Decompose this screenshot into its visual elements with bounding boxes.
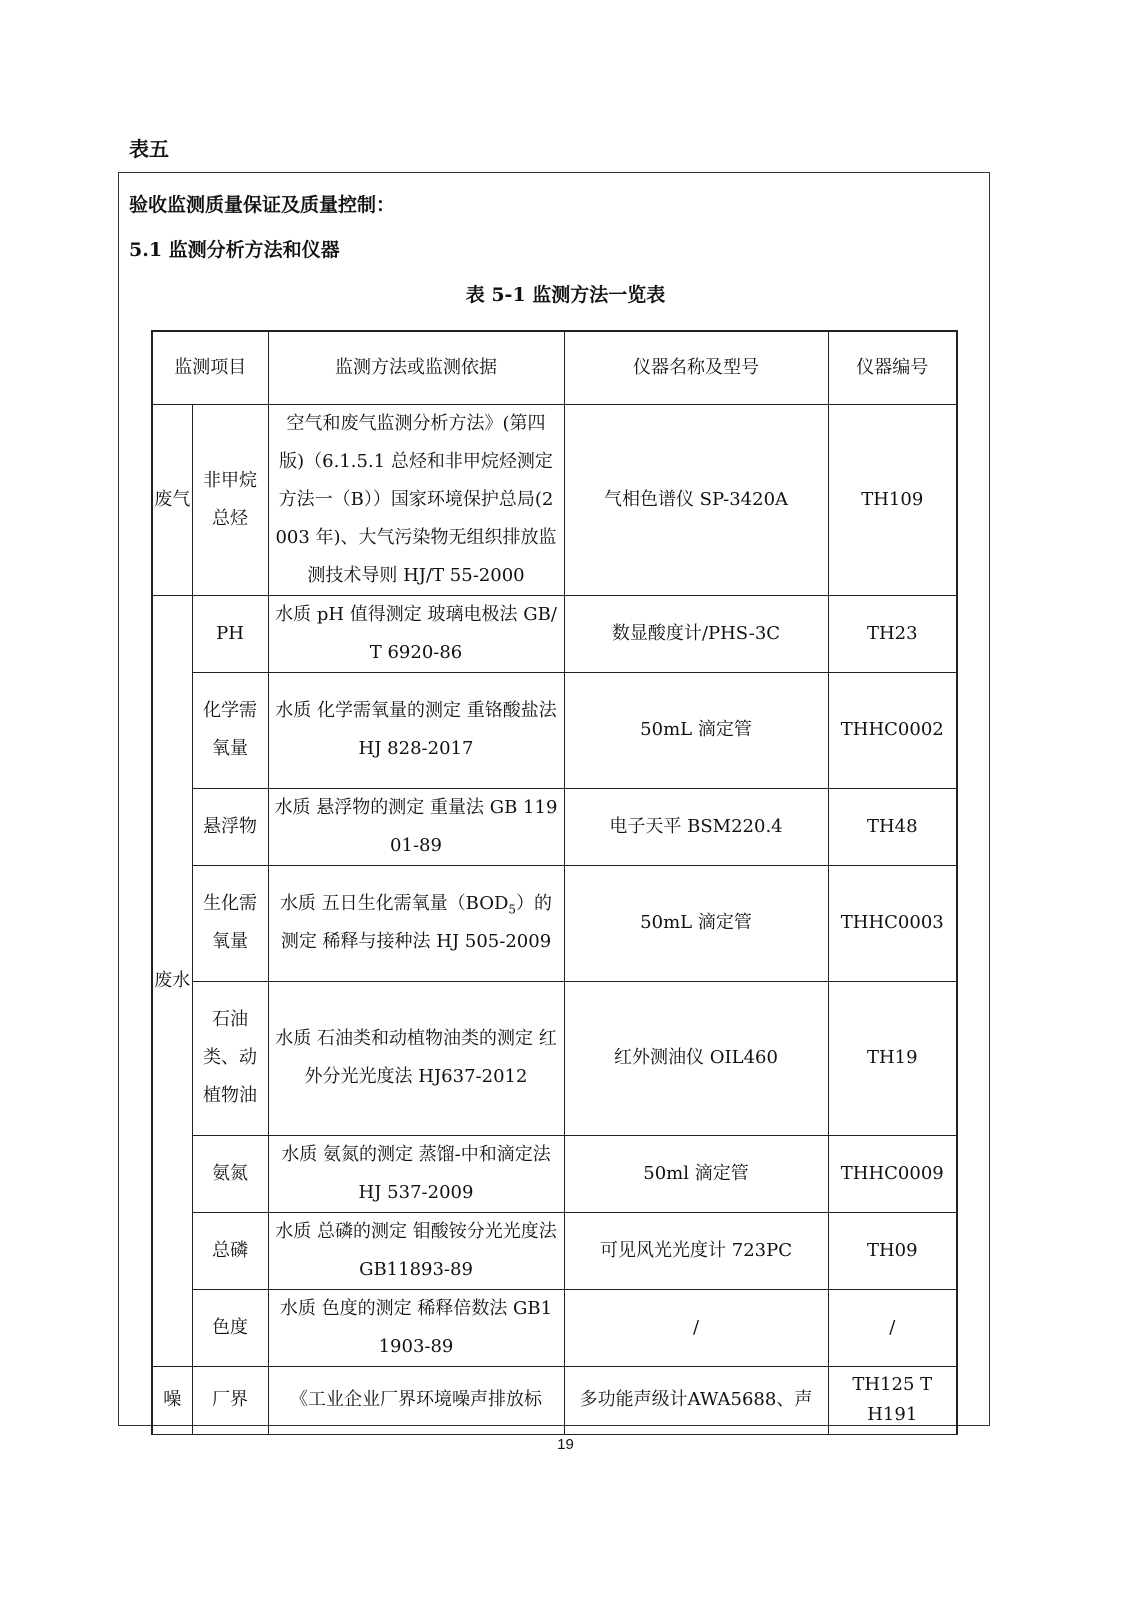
table-row (152, 595, 957, 672)
subsection-heading: 5.1 监测分析方法和仪器 (129, 239, 340, 261)
row-item: 非甲烷总烃 (192, 404, 268, 595)
row-instrument: 电子天平 BSM220.4 (564, 788, 828, 865)
row-item: 色度 (192, 1289, 268, 1366)
row-instrument: 可见风光光度计 723PC (564, 1212, 828, 1289)
bod-subscript: 5 (508, 902, 517, 917)
row-instrument: 数显酸度计/PHS-3C (564, 595, 828, 672)
table-row (152, 1135, 957, 1212)
row-number: TH23 (828, 595, 957, 672)
row-instrument: 50ml 滴定管 (564, 1135, 828, 1212)
row-method: 水质 悬浮物的测定 重量法 GB 11901-89 (268, 788, 564, 865)
row-item: 总磷 (192, 1212, 268, 1289)
row-number: TH109 (828, 404, 957, 595)
monitoring-methods-table (151, 330, 958, 1435)
table-header-row (152, 331, 957, 404)
table-caption (0, 280, 1131, 307)
row-number: THHC0009 (828, 1135, 957, 1212)
header-number: 仪器编号 (828, 331, 957, 404)
row-instrument: 50mL 滴定管 (564, 865, 828, 981)
header-instrument: 仪器名称及型号 (564, 331, 828, 404)
row-instrument: 50mL 滴定管 (564, 672, 828, 788)
row-number: TH125 TH191 (828, 1366, 957, 1434)
table-row (152, 865, 957, 981)
table-row (152, 1366, 957, 1434)
row-number: TH19 (828, 981, 957, 1135)
section-label: 表五 (129, 137, 169, 161)
category-noise: 噪 (152, 1366, 192, 1434)
row-item: 石油类、动植物油 (192, 981, 268, 1135)
bod-method-prefix: 水质 五日生化需氧量（BOD (279, 893, 509, 914)
row-item: 氨氮 (192, 1135, 268, 1212)
row-instrument: 气相色谱仪 SP-3420A (564, 404, 828, 595)
table-row (152, 1289, 957, 1366)
row-item: 悬浮物 (192, 788, 268, 865)
row-instrument: 红外测油仪 OIL460 (564, 981, 828, 1135)
bod-method-suffix: ）的测定 稀释与接种法 HJ 505-2009 (280, 893, 553, 952)
category-waste-water: 废水 (152, 595, 192, 1366)
row-item: 厂界 (192, 1366, 268, 1434)
table-row (152, 788, 957, 865)
page-number: 19 (557, 1436, 574, 1453)
row-method (268, 865, 564, 981)
row-method: 水质 色度的测定 稀释倍数法 GB11903-89 (268, 1289, 564, 1366)
table-caption-text: 表 5-1 监测方法一览表 (465, 284, 666, 306)
row-method: 水质 石油类和动植物油类的测定 红外分光光度法 HJ637-2012 (268, 981, 564, 1135)
quality-control-heading: 验收监测质量保证及质量控制： (129, 194, 396, 216)
row-number: TH09 (828, 1212, 957, 1289)
row-number: TH48 (828, 788, 957, 865)
row-method: 空气和废气监测分析方法》(第四版)（6.1.5.1 总烃和非甲烷烃测定方法一（B））国家环境保护总局(2003 年)、大气污染物无组织排放监测技术导则 HJ/T 55-2000 (268, 404, 564, 595)
row-number: THHC0002 (828, 672, 957, 788)
row-item: 生化需氧量 (192, 865, 268, 981)
row-method: 水质 化学需氧量的测定 重铬酸盐法 HJ 828-2017 (268, 672, 564, 788)
header-item: 监测项目 (152, 331, 268, 404)
table-row (152, 1212, 957, 1289)
table-row (152, 404, 957, 595)
row-number: / (828, 1289, 957, 1366)
row-method: 《工业企业厂界环境噪声排放标 (268, 1366, 564, 1434)
table-row (152, 981, 957, 1135)
row-item: PH (192, 595, 268, 672)
row-item: 化学需氧量 (192, 672, 268, 788)
row-instrument: 多功能声级计AWA5688、声 (564, 1366, 828, 1434)
row-method: 水质 氨氮的测定 蒸馏-中和滴定法 HJ 537-2009 (268, 1135, 564, 1212)
header-method: 监测方法或监测依据 (268, 331, 564, 404)
table-row (152, 672, 957, 788)
row-instrument: / (564, 1289, 828, 1366)
row-number: THHC0003 (828, 865, 957, 981)
row-method: 水质 总磷的测定 钼酸铵分光光度法 GB11893-89 (268, 1212, 564, 1289)
category-waste-gas: 废气 (152, 404, 192, 595)
row-method: 水质 pH 值得测定 玻璃电极法 GB/T 6920-86 (268, 595, 564, 672)
